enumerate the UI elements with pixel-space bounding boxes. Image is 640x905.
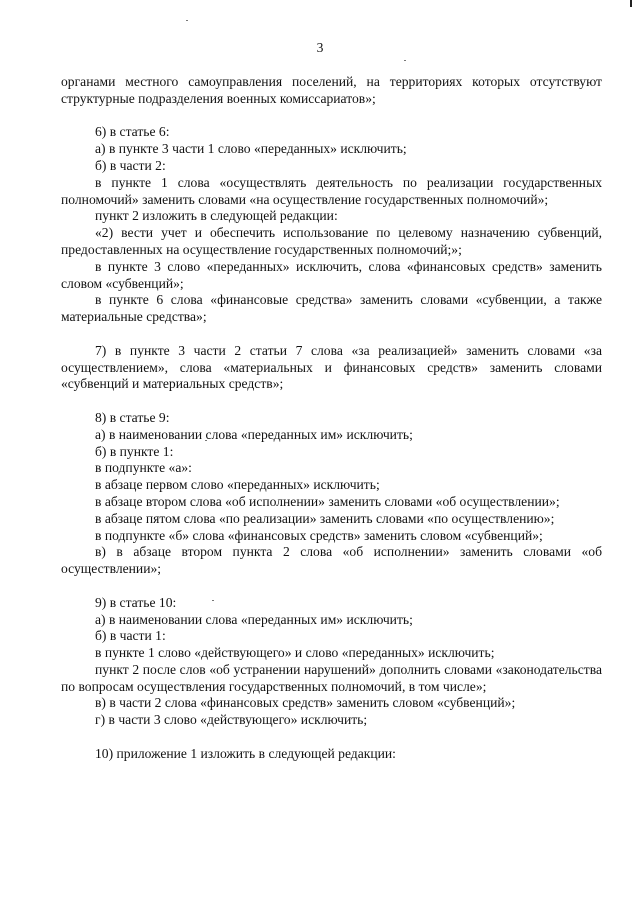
paragraph: 8) в статье 9: xyxy=(95,409,170,425)
paragraph: в подпункте «б» слова «финансовых средств» заменить словом «субвенций»; xyxy=(95,527,543,543)
paragraph: в пункте 1 слова «осуществлять деятельность по реализации государственных полномочий» заменить словами «на осуществление государственных полномочий»; xyxy=(61,174,602,207)
paragraph-gap xyxy=(61,578,602,595)
paragraph: 7) в пункте 3 части 2 статьи 7 слова «за реализацией» заменить словами «за осуществлением», слова «материальных и финансовых средств» заменить словами «субвенций и материальных средств»; xyxy=(61,342,602,392)
paragraph: а) в пункте 3 части 1 слово «переданных» исключить; xyxy=(95,141,407,157)
paragraph: в пункте 1 слово «действующего» и слово «переданных» исключить; xyxy=(95,645,495,661)
scan-speck xyxy=(186,20,188,21)
paragraph: в абзаце первом слово «переданных» исключить; xyxy=(95,477,380,493)
paragraph: в) в абзаце втором пункта 2 слова «об исполнении» заменить словами «об осуществлении»; xyxy=(61,544,602,577)
paragraph: б) в части 2: xyxy=(95,157,166,173)
paragraph-gap xyxy=(61,729,602,746)
scan-edge-mark xyxy=(630,0,632,7)
paragraph-gap xyxy=(61,108,602,125)
paragraph: в пункте 6 слова «финансовые средства» заменить словами «субвенции, а также материальные средства»; xyxy=(61,292,602,325)
paragraph-gap xyxy=(61,326,602,343)
paragraph: в подпункте «а»: xyxy=(95,460,192,476)
paragraph: «2) вести учет и обеспечить использование по целевому назначению субвенций, предоставленных на осуществление государственных полномочий;»; xyxy=(61,225,602,257)
paragraph: г) в части 3 слово «действующего» исключить; xyxy=(95,712,368,728)
paragraph: в абзаце втором слова «об исполнении» заменить словами «об осуществлении»; xyxy=(95,493,560,509)
paragraph: в пункте 3 слово «переданных» исключить, слова «финансовых средств» заменить словом «субвенций»; xyxy=(61,258,602,291)
scan-speck xyxy=(404,60,406,61)
paragraph: в) в части 2 слова «финансовых средств» заменить словом «субвенций»; xyxy=(95,695,516,711)
paragraph: органами местного самоуправления поселений, на территориях которых отсутствуют структурные подразделения военных комиссариатов»; xyxy=(61,74,602,106)
paragraph: б) в части 1: xyxy=(95,628,166,644)
paragraph: 10) приложение 1 изложить в следующей редакции: xyxy=(95,745,396,761)
paragraph-gap xyxy=(61,393,602,410)
page-number: 3 xyxy=(316,40,324,55)
paragraph: а) в наименовании слова «переданных им» исключить; xyxy=(95,426,413,442)
paragraph: б) в пункте 1: xyxy=(95,443,174,459)
paragraph: а) в наименовании слова «переданных им» исключить; xyxy=(95,611,413,627)
paragraph: 9) в статье 10: xyxy=(95,594,177,610)
paragraph: пункт 2 после слов «об устранении нарушений» дополнить словами «законодательства по вопросам осуществления государственных полномочий, в том числе»; xyxy=(61,661,602,694)
paragraph: 6) в статье 6: xyxy=(95,124,170,140)
paragraph: в абзаце пятом слова «по реализации» заменить словами «по осуществлению»; xyxy=(95,510,555,526)
document-body xyxy=(61,74,602,763)
paragraph: пункт 2 изложить в следующей редакции: xyxy=(95,208,338,224)
